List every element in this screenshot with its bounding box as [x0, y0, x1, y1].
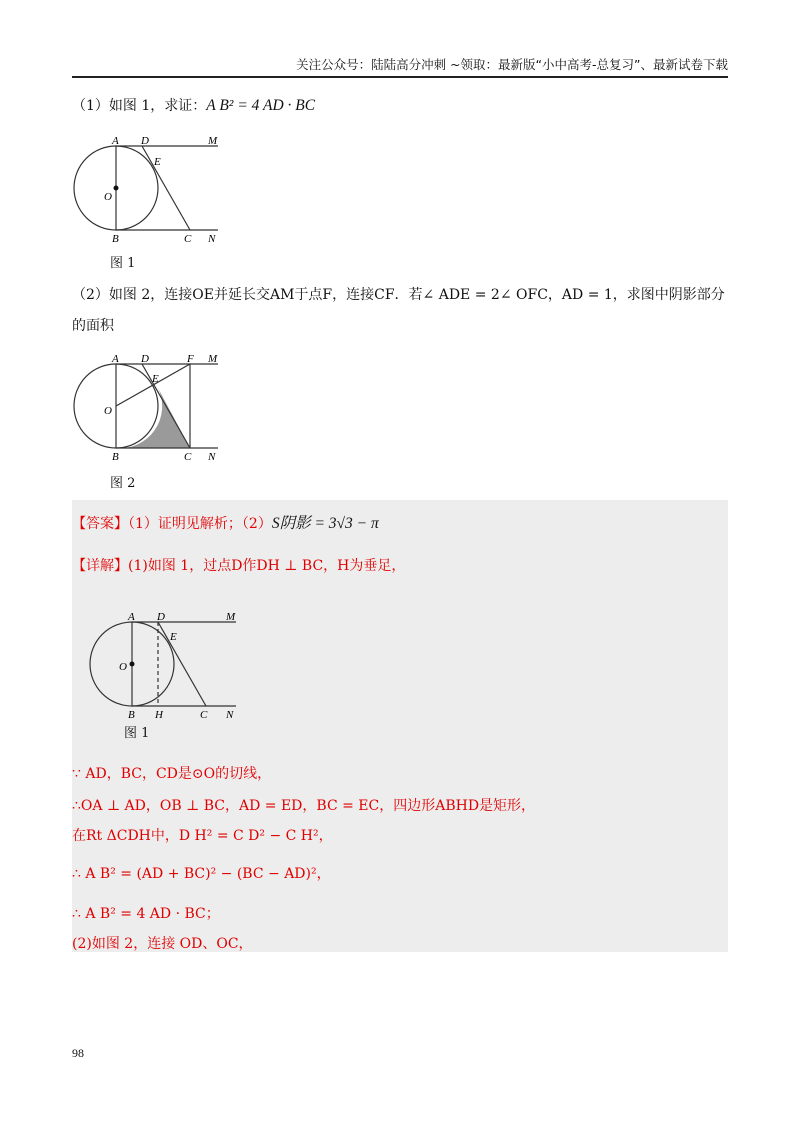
figure-3-caption: 图 1 — [124, 726, 150, 741]
label-D: D — [157, 611, 165, 623]
answer-line — [72, 514, 379, 534]
label-F: F — [187, 353, 194, 365]
label-C: C — [184, 451, 192, 463]
detail-step-2: ∴OA ⊥ AD，OB ⊥ BC，AD = ED，BC = EC，四边形ABHD是矩形， — [72, 798, 536, 814]
label-A: A — [112, 135, 119, 147]
label-H: H — [155, 709, 163, 720]
label-B: B — [128, 709, 135, 720]
label-A: A — [128, 611, 135, 623]
figure-2 — [70, 350, 230, 465]
detail-intro: (1)如图 1，过点D作DH ⊥ BC，H为垂足， — [128, 558, 406, 574]
label-C: C — [184, 233, 192, 245]
label-O: O — [104, 405, 112, 417]
label-N: N — [208, 451, 216, 463]
label-O: O — [119, 661, 127, 673]
page-number: 98 — [72, 1046, 84, 1060]
label-N: N — [208, 233, 216, 245]
question-1-formula: A B² = 4 AD · BC — [206, 97, 316, 114]
detail-step-4: ∴ A B² = (AD + BC)² − (BC − AD)²， — [72, 866, 331, 882]
answer-tag: 【答案】 — [72, 516, 128, 532]
label-B: B — [112, 451, 119, 463]
question-2-line-1: （2）如图 2，连接OE并延长交AM于点F，连接CF．若∠ ADE = 2∠ OFC，AD = 1，求图中阴影部分 — [72, 287, 725, 303]
label-D: D — [141, 135, 149, 147]
answer-part-1: （1）证明见解析；（2） — [128, 516, 272, 532]
label-D: D — [141, 353, 149, 365]
label-M: M — [208, 135, 218, 147]
label-M: M — [226, 611, 236, 623]
label-N: N — [226, 709, 234, 720]
page-header: 关注公众号：陆陆高分冲刺 ~领取：最新版“小中高考-总复习”、最新试卷下载 — [296, 57, 728, 72]
label-E: E — [170, 631, 177, 643]
label-E: E — [152, 373, 159, 385]
figure-1 — [70, 132, 230, 247]
detail-step-6: (2)如图 2，连接 OD、OC， — [72, 936, 253, 952]
detail-step-3: 在Rt ΔCDH中，D H² = C D² − C H²， — [72, 828, 333, 844]
detail-tag: 【详解】 — [72, 558, 128, 574]
label-B: B — [112, 233, 119, 245]
figure-2-caption: 图 2 — [110, 476, 136, 491]
label-O: O — [104, 191, 112, 203]
label-M: M — [208, 353, 218, 365]
detail-step-5: ∴ A B² = 4 AD · BC； — [72, 906, 220, 922]
label-C: C — [200, 709, 208, 720]
header-rule — [72, 76, 728, 78]
question-2-line-2: 的面积 — [72, 318, 114, 334]
figure-1-caption: 图 1 — [110, 256, 136, 271]
detail-intro-line — [72, 556, 405, 576]
answer-result: S阴影 = 3√3 − π — [271, 515, 379, 532]
figure-3 — [86, 600, 246, 720]
question-1-text: （1）如图 1，求证： — [72, 98, 207, 114]
label-E: E — [154, 156, 161, 168]
question-1 — [72, 96, 315, 116]
label-A: A — [112, 353, 119, 365]
detail-step-1: ∵ AD，BC，CD是⊙O的切线， — [72, 766, 272, 782]
